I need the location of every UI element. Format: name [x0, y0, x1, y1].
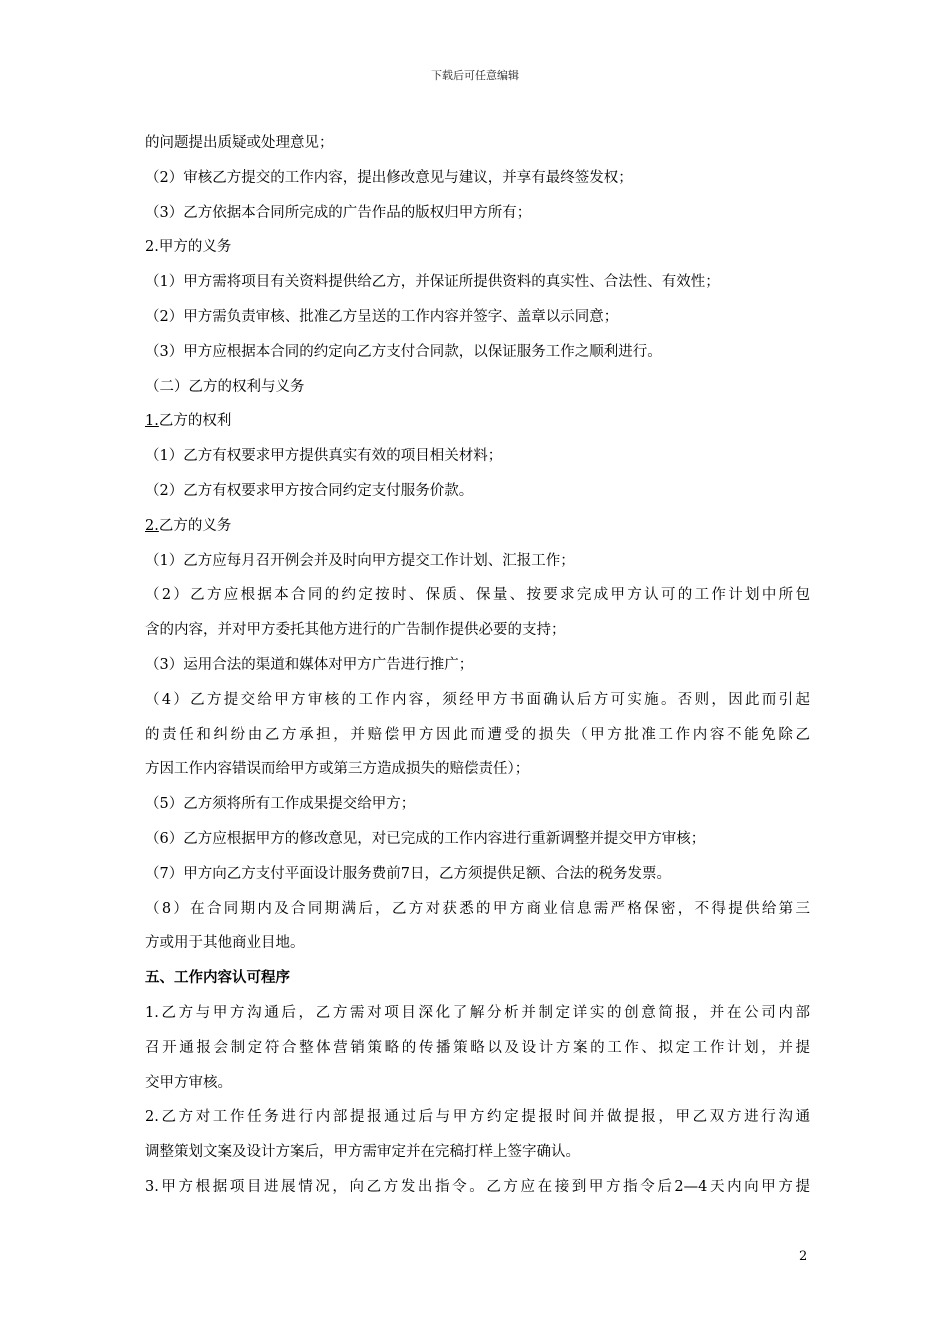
heading-text: 乙方的权利	[158, 413, 232, 430]
body-line: 的责任和纠纷由乙方承担，并赔偿甲方因此而遭受的损失（甲方批准工作内容不能免除乙	[145, 726, 810, 743]
body-line: 3.甲方根据项目进展情况，向乙方发出指令。乙方应在接到甲方指令后2—4天内向甲方提	[145, 1178, 810, 1195]
section-heading: 2.甲方的义务	[145, 239, 232, 256]
body-line: 交甲方审核。	[145, 1074, 232, 1091]
body-line: （2）甲方需负责审核、批准乙方呈送的工作内容并签字、盖章以示同意；	[145, 308, 619, 325]
body-line: （4）乙方提交给甲方审核的工作内容，须经甲方书面确认后方可实施。否则，因此而引起	[145, 691, 810, 708]
body-line: （3）运用合法的渠道和媒体对甲方广告进行推广；	[145, 656, 474, 673]
body-line: 含的内容，并对甲方委托其他方进行的广告制作提供必要的支持；	[145, 622, 566, 639]
heading-number: 2.	[145, 517, 159, 534]
body-line: 调整策划文案及设计方案后，甲方需审定并在完稿打样上签字确认。	[145, 1144, 580, 1161]
body-line: 方因工作内容错误而给甲方或第三方造成损失的赔偿责任）；	[145, 761, 530, 778]
body-line: 的问题提出质疑或处理意见；	[145, 135, 334, 151]
body-line: 1.乙方与甲方沟通后，乙方需对项目深化了解分析并制定详实的创意简报，并在公司内部	[145, 1004, 810, 1021]
heading-number: 1.	[145, 413, 159, 430]
body-line: （5）乙方须将所有工作成果提交给甲方；	[145, 796, 416, 813]
page-number: 2	[799, 1249, 808, 1264]
body-line: （1）甲方需将项目有关资料提供给乙方，并保证所提供资料的真实性、合法性、有效性；	[145, 274, 720, 291]
body-line: （6）乙方应根据甲方的修改意见，对已完成的工作内容进行重新调整并提交甲方审核；	[145, 830, 706, 847]
body-line: 召开通报会制定符合整体营销策略的传播策略以及设计方案的工作、拟定工作计划，并提	[145, 1039, 810, 1056]
body-line: （7）甲方向乙方支付平面设计服务费前7日，乙方须提供足额、合法的税务发票。	[145, 865, 671, 882]
body-line: （8）在合同期内及合同期满后，乙方对获悉的甲方商业信息需严格保密，不得提供给第三	[145, 900, 810, 917]
section-heading: （二）乙方的权利与义务	[145, 378, 305, 395]
body-line: （2）审核乙方提交的工作内容，提出修改意见与建议，并享有最终签发权；	[145, 169, 633, 186]
body-line: （2）乙方应根据本合同的约定按时、保质、保量、按要求完成甲方认可的工作计划中所包	[145, 587, 810, 604]
body-line: （3）乙方依据本合同所完成的广告作品的版权归甲方所有；	[145, 204, 532, 221]
document-body	[145, 126, 810, 1205]
body-line: （1）乙方应每月召开例会并及时向甲方提交工作计划、汇报工作；	[145, 552, 575, 569]
body-line: 方或用于其他商业目地。	[145, 935, 305, 952]
chapter-heading: 五、工作内容认可程序	[145, 969, 290, 987]
body-line: （2）乙方有权要求甲方按合同约定支付服务价款。	[145, 482, 474, 499]
body-line: （1）乙方有权要求甲方提供真实有效的项目相关材料；	[145, 448, 503, 465]
section-heading	[145, 404, 810, 439]
body-line: 2.乙方对工作任务进行内部提报通过后与甲方约定提报时间并做提报，甲乙双方进行沟通	[145, 1109, 810, 1126]
body-line: （3）甲方应根据本合同的约定向乙方支付合同款，以保证服务工作之顺利进行。	[145, 343, 662, 360]
heading-text: 乙方的义务	[158, 517, 232, 534]
page-header: 下载后可任意编辑	[431, 69, 519, 82]
section-heading	[145, 509, 810, 544]
